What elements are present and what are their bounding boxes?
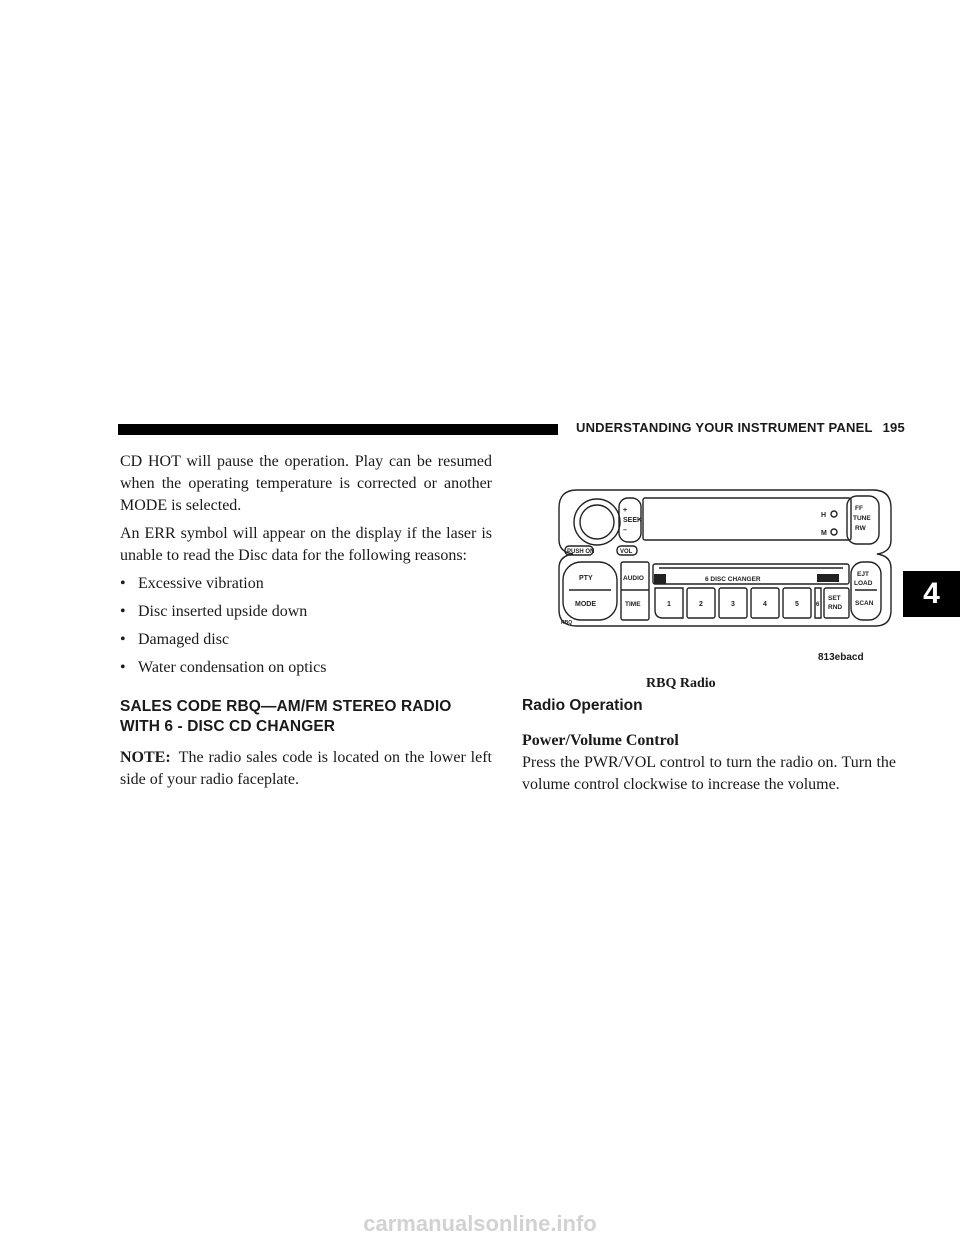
seek-plus: + — [623, 507, 628, 514]
bullet-icon: • — [120, 631, 126, 648]
mode-label: MODE — [575, 601, 596, 608]
list-item: • Disc inserted upside down — [120, 601, 492, 623]
m-label: M — [821, 530, 827, 537]
rnd-label: RND — [828, 604, 843, 611]
preset-3: 3 — [731, 601, 735, 608]
note-text: The radio sales code is located on the lower left side of your radio faceplate. — [120, 749, 492, 788]
right-column — [522, 696, 896, 796]
note-label: NOTE: — [120, 749, 171, 766]
rw-label: RW — [855, 525, 866, 532]
load-label: LOAD — [854, 580, 873, 587]
vol-label: VOL — [620, 549, 633, 555]
rbq-code-label: RBQ — [561, 620, 573, 626]
h-label: H — [821, 512, 827, 519]
running-header — [576, 420, 905, 435]
tune-label: TUNE — [853, 515, 871, 522]
note-paragraph — [120, 747, 492, 791]
power-volume-heading: Power/Volume Control — [522, 732, 679, 749]
paragraph-cd-hot: CD HOT will pause the operation. Play can be resumed when the operating temperature is corrected or another MODE is selected. — [120, 453, 492, 514]
disc-changer-label: 6 DISC CHANGER — [705, 576, 761, 583]
list-item: • Damaged disc — [120, 629, 492, 651]
seek-label: SEEK — [623, 517, 643, 524]
left-column — [120, 451, 492, 791]
bullet-icon: • — [120, 575, 126, 592]
header-title: UNDERSTANDING YOUR INSTRUMENT PANEL — [576, 420, 873, 435]
seek-minus: – — [623, 527, 627, 534]
watermark-text: carmanualsonline.info — [363, 1211, 597, 1236]
time-label: TIME — [625, 601, 641, 608]
ff-label: FF — [855, 505, 863, 512]
push-on-label: PUSH ON — [567, 549, 595, 555]
preset-5: 5 — [795, 601, 799, 608]
bullet-icon: • — [120, 603, 126, 620]
preset-6: 6 — [816, 602, 820, 608]
header-rule — [118, 424, 558, 435]
pty-label: PTY — [579, 575, 593, 582]
reasons-list — [120, 573, 492, 679]
power-volume-paragraph: Press the PWR/VOL control to turn the radio on. Turn the volume control clockwise to increase the volume. — [522, 754, 896, 793]
paragraph-err: An ERR symbol will appear on the display if the laser is unable to read the Disc data for the following reasons: — [120, 525, 492, 564]
bullet-icon: • — [120, 659, 126, 676]
rbq-radio-illustration — [555, 486, 895, 666]
section-heading: SALES CODE RBQ—AM/FM STEREO RADIO WITH 6 - DISC CD CHANGER — [120, 698, 452, 735]
preset-2: 2 — [699, 601, 703, 608]
audio-label: AUDIO — [623, 575, 644, 582]
ejt-label: EJT — [857, 571, 869, 578]
list-item: • Excessive vibration — [120, 573, 492, 595]
preset-1: 1 — [667, 601, 671, 608]
scan-label: SCAN — [855, 600, 874, 607]
figure-caption: RBQ Radio — [646, 676, 716, 691]
chapter-tab: 4 — [903, 571, 960, 617]
set-label: SET — [828, 595, 841, 602]
list-item: • Water condensation on optics — [120, 657, 492, 679]
page-number: 195 — [882, 420, 905, 435]
radio-operation-heading: Radio Operation — [522, 697, 643, 714]
preset-4: 4 — [763, 601, 767, 608]
figure-code: 813ebacd — [818, 652, 864, 663]
